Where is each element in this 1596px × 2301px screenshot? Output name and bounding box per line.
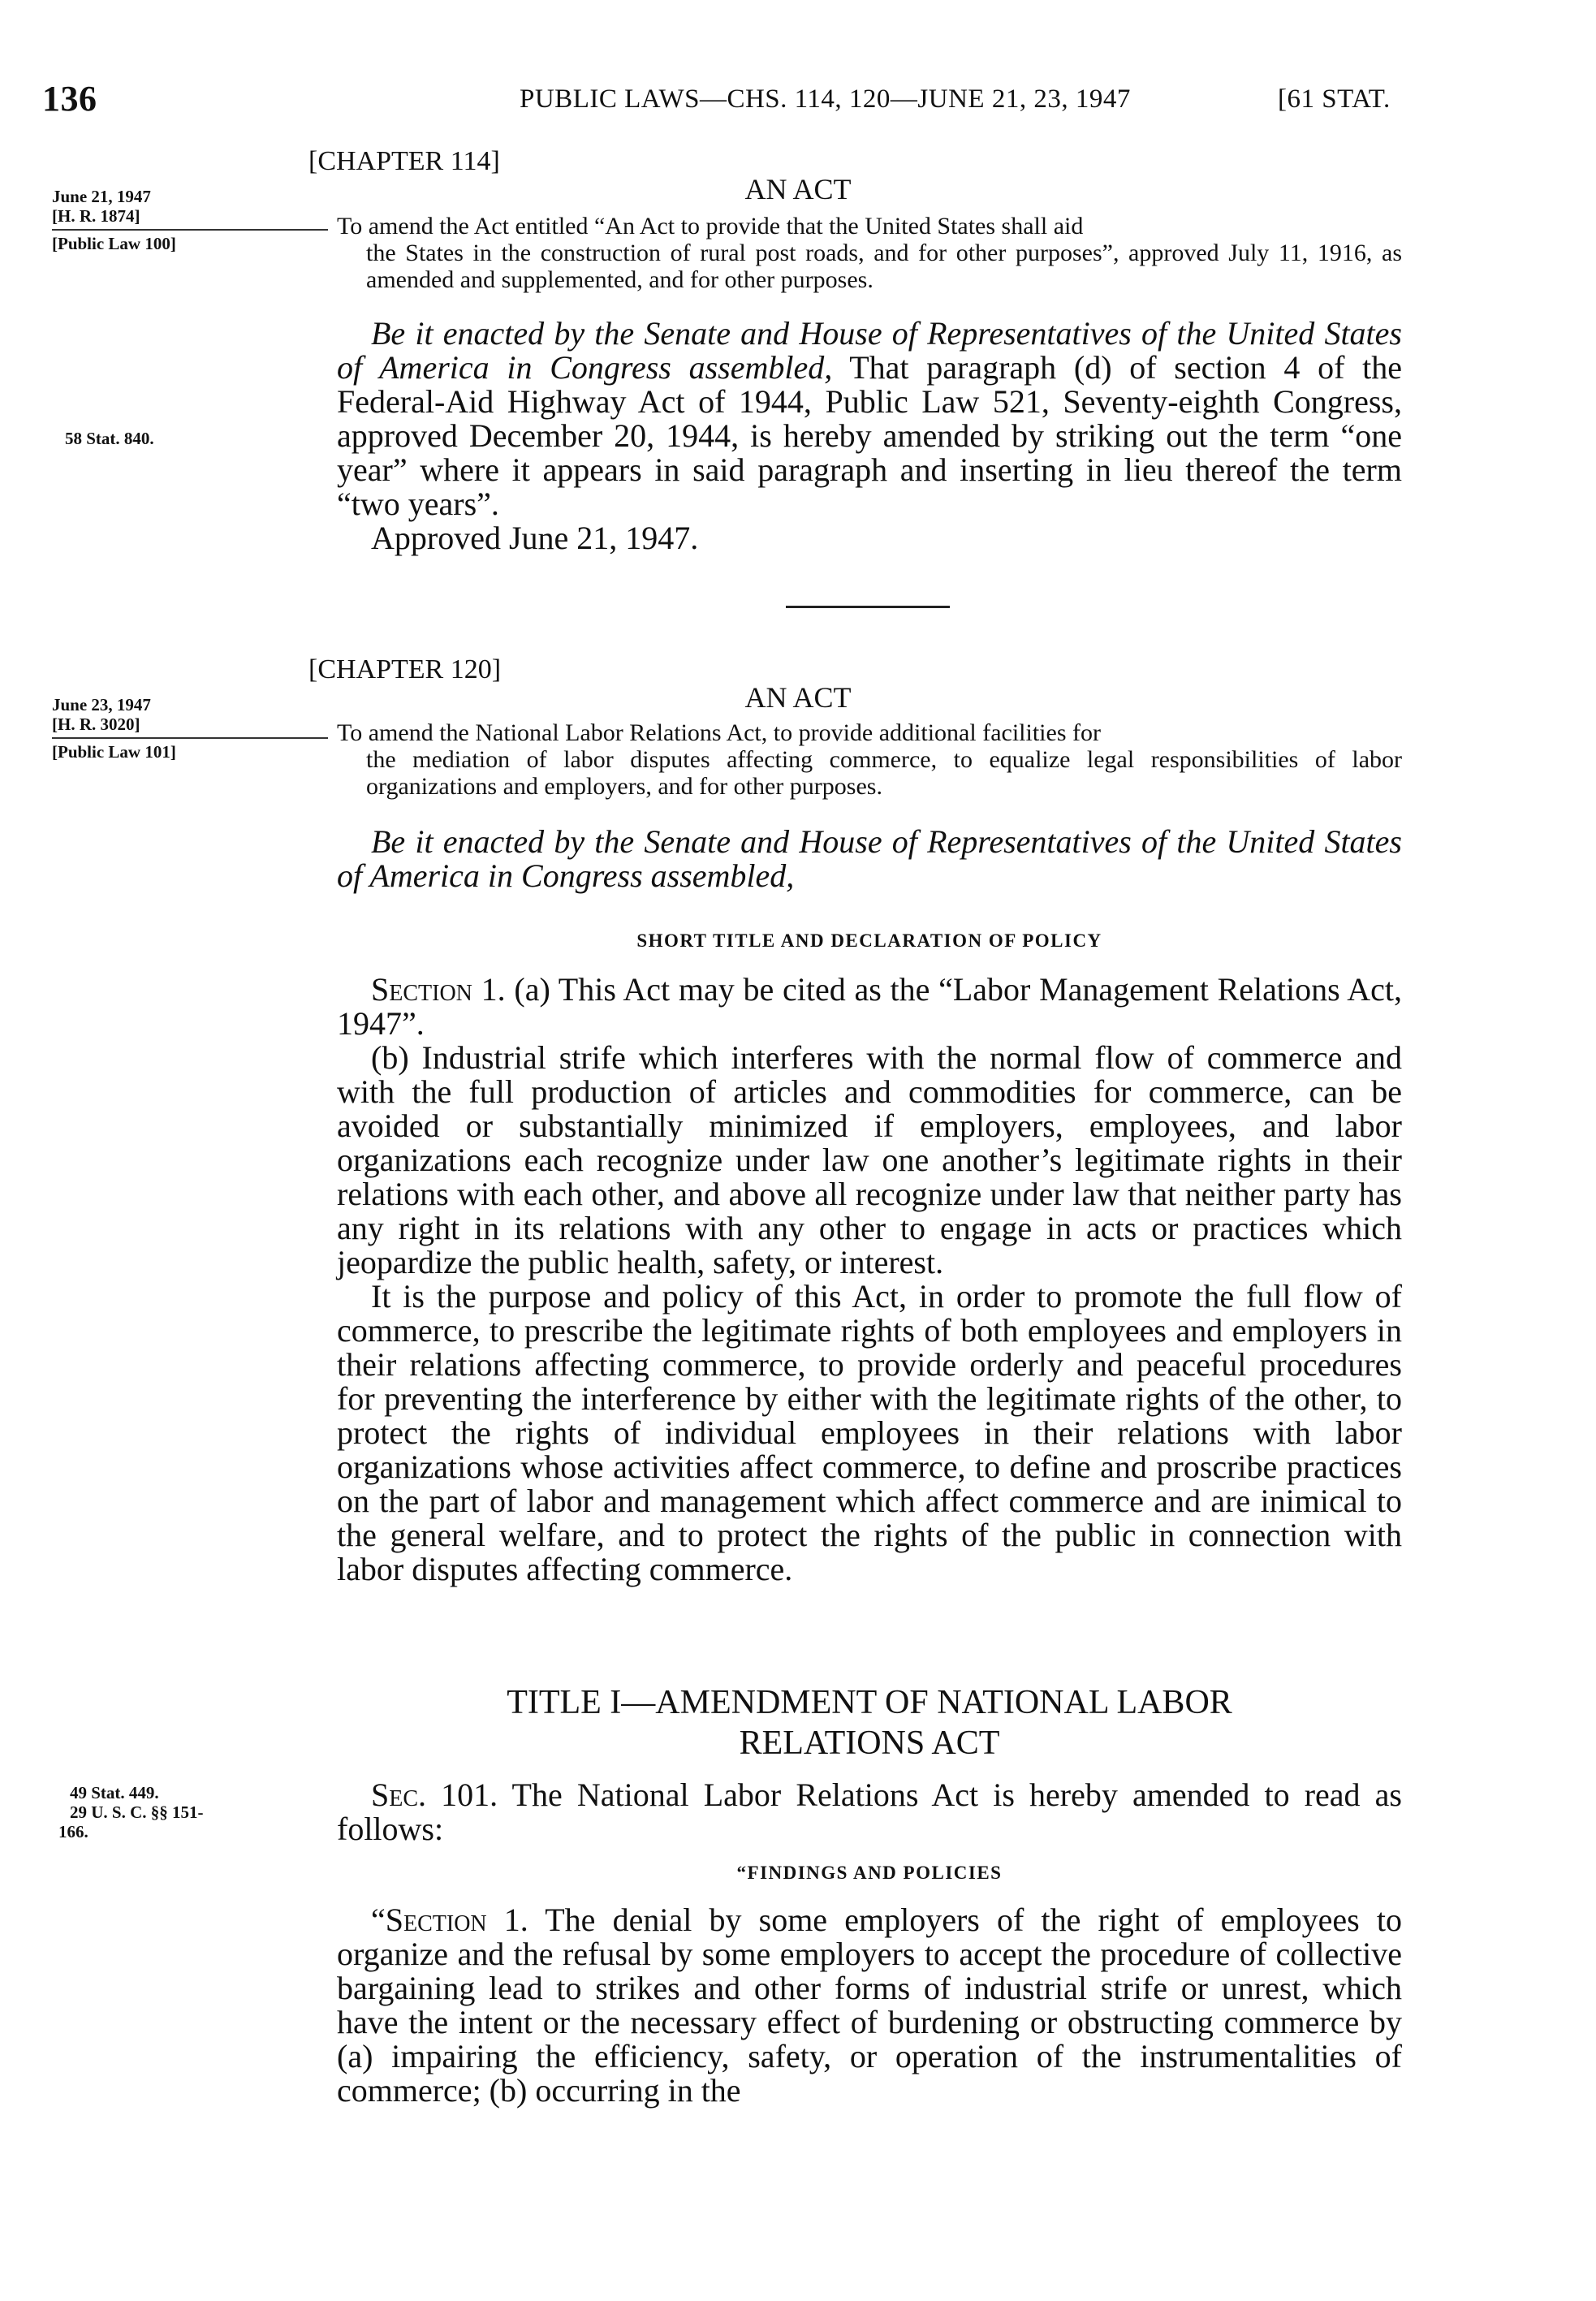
side-usc: 29 U. S. C. §§ 151- — [70, 1802, 204, 1822]
chapter-114-body — [337, 317, 1402, 555]
chapter-114-side-date: June 21, 1947 — [52, 187, 151, 206]
findings-section-1 — [337, 1903, 1402, 2108]
chapter-114-label: [CHAPTER 114] — [308, 146, 500, 176]
chapter-120-side-bill: [H. R. 3020] — [52, 714, 140, 734]
chapter-120-purpose — [337, 719, 1402, 800]
chapter-114-approved: Approved June 21, 1947. — [371, 520, 699, 556]
running-title: PUBLIC LAWS—CHS. 114, 120—JUNE 21, 23, 1947 — [520, 84, 1131, 114]
chapter-120-side-date: June 23, 1947 — [52, 695, 151, 714]
findings-heading: “FINDINGS AND POLICIES — [736, 1863, 1003, 1883]
section-101-text: 101. The National Labor Relations Act is hereby amended to read as follows: — [337, 1776, 1402, 1847]
chapter-120-an-act: AN ACT — [744, 681, 852, 714]
purpose-and-policy: It is the purpose and policy of this Act, in order to promote the full flow of commerce, to prescribe the legitimate rights of both employees and employers in their relations affecting commerce, to provide orderly and peaceful procedures for preventing the interference by either with the legitimate rights of the other, to protect the rights of individual employees in their relations with labor organizations whose activities affect commerce, to define and proscribe practices on the part of labor and management which affect commerce and are inimical to the general welfare, and to protect the rights of the public in connection with labor disputes affecting commerce. — [337, 1278, 1402, 1587]
section-divider — [786, 606, 950, 608]
chapter-114-side-public-law: [Public Law 100] — [52, 234, 176, 253]
side-usc-continued: 166. — [58, 1822, 88, 1841]
title-i-heading-line1: TITLE I—AMENDMENT OF NATIONAL LABOR — [507, 1684, 1232, 1721]
chapter-114-body-text: That paragraph (d) of section 4 of the Federal-Aid Highway Act of 1944, Public Law 521, Seventy-eighth Congress, approved December 20, 1944, is hereby amended by striking out the term “one year” where it appears in said paragraph and inserting in lieu thereof the term “two years”. — [337, 349, 1402, 522]
findings-section-text: 1. The denial by some employers of the right of employees to organize and the refusal by some employers to accept the procedure of collective bargaining lead to strikes and other forms of industrial strife or unrest, which have the intent or the necessary effect of burdening or obstructing commerce by (a) impairing the efficiency, safety, or operation of the instrumentalities of commerce; (b) occurring in the — [337, 1902, 1402, 2109]
volume-reference: [61 STAT. — [1278, 84, 1391, 114]
chapter-120-side-divider — [52, 737, 328, 739]
chapter-114-side-citation: 58 Stat. 840. — [65, 429, 154, 448]
chapter-114-enacting-clause: Be it enacted by the Senate and House of Representatives of the United States of America in Congress assembled, — [337, 315, 1402, 386]
chapter-120-purpose-line1: To amend the National Labor Relations Act, to provide additional facilities for — [337, 719, 1101, 746]
chapter-120-label: [CHAPTER 120] — [308, 654, 502, 684]
chapter-114-side-divider — [52, 229, 328, 231]
page-number: 136 — [42, 79, 97, 119]
section-1-a: 1. (a) This Act may be cited as the “Labor Management Relations Act, 1947”. — [337, 971, 1402, 1042]
title-i-heading-line2: RELATIONS ACT — [739, 1725, 1000, 1762]
chapter-114-purpose-line1: To amend the Act entitled “An Act to provide that the United States shall aid — [337, 213, 1084, 240]
side-stat-449: 49 Stat. 449. — [70, 1783, 159, 1802]
section-101-label: Sec. — [371, 1776, 427, 1813]
chapter-120-side-public-law: [Public Law 101] — [52, 742, 176, 762]
chapter-120-purpose-line2: the mediation of labor disputes affecting commerce, to equalize legal responsibilities of labor organizations and employers, and for other purposes. — [366, 746, 1402, 800]
chapter-114-an-act: AN ACT — [744, 173, 852, 205]
chapter-120-enacting-clause: Be it enacted by the Senate and House of Representatives of the United States of America in Congress assembled, — [337, 823, 1402, 894]
section-1-b: (b) Industrial strife which interferes with the normal flow of commerce and with the full production of articles and commodities for commerce, can be avoided or substantially minimized if employers, employees, and labor organizations each recognize under law one another’s legitimate rights in their relations with each other, and above all recognize under law that neither party has any right in its relations with any other to engage in acts or practices which jeopardize the public health, safety, or interest. — [337, 1039, 1402, 1280]
findings-section-label: “Section — [371, 1902, 487, 1938]
short-title-heading: SHORT TITLE AND DECLARATION OF POLICY — [636, 930, 1102, 951]
chapter-114-purpose-line2: the States in the construction of rural post roads, and for other purposes”, approved July 11, 1916, as amended and supplemented, and for other purposes. — [366, 240, 1402, 293]
section-1-label: Section — [371, 971, 472, 1008]
chapter-120-section-1 — [337, 973, 1402, 1587]
chapter-120-enacting — [337, 825, 1402, 893]
chapter-114-purpose — [337, 213, 1402, 293]
section-101 — [337, 1778, 1402, 1846]
title-i-heading — [337, 1682, 1402, 1764]
chapter-114-side-bill: [H. R. 1874] — [52, 206, 140, 226]
